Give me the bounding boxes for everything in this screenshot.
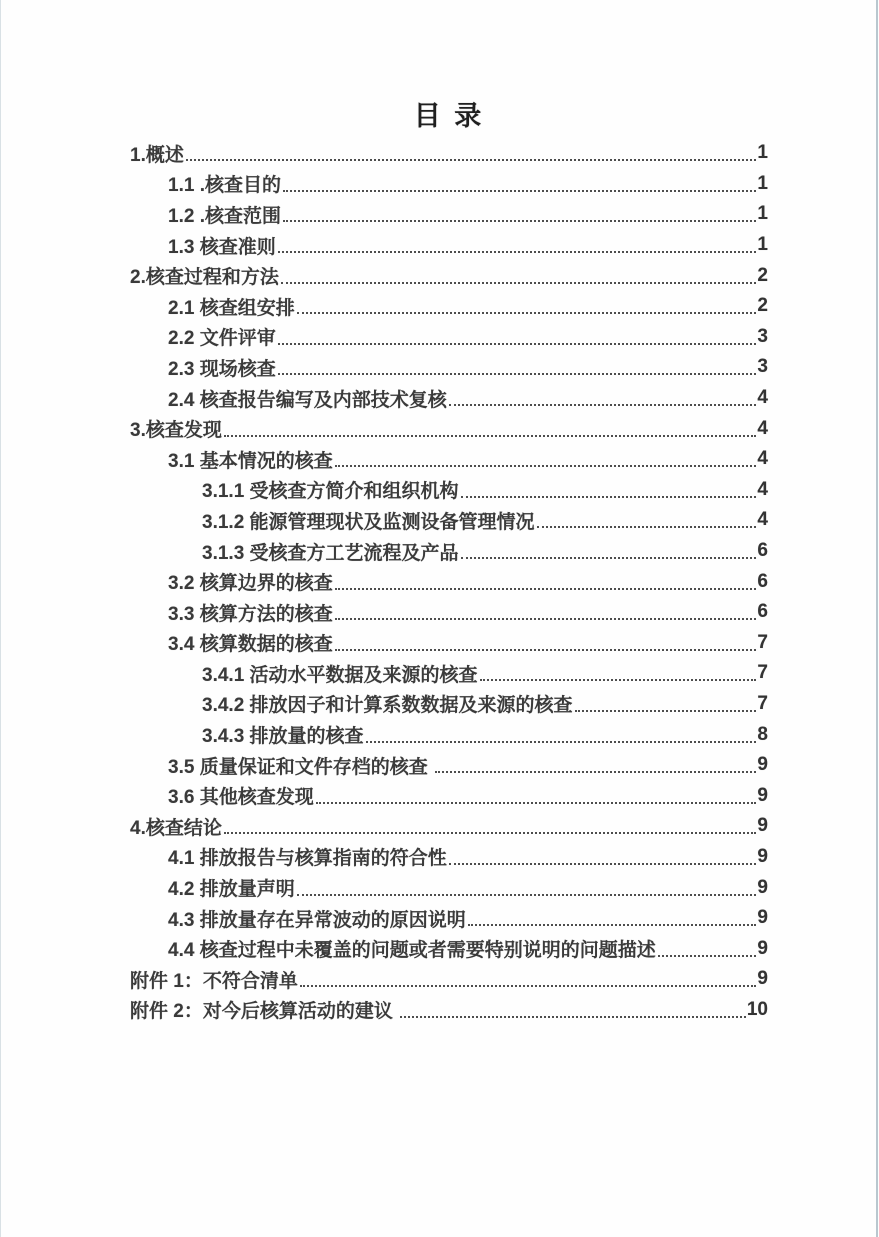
toc-entry [130, 138, 768, 169]
toc-entry-label: 3.1 基本情况的核查 [168, 450, 333, 472]
toc-entry [130, 444, 768, 475]
toc-entry [130, 322, 768, 353]
toc-entry [130, 352, 768, 383]
toc-entry-page: 7 [757, 662, 768, 684]
toc-entry-label: 3.1.3 受核查方工艺流程及产品 [202, 542, 459, 564]
toc-leader-dots [186, 159, 757, 161]
toc-leader-dots [335, 618, 757, 620]
toc-entry-label: 附件 1：不符合清单 [130, 970, 298, 992]
toc-entry-page: 4 [757, 387, 768, 409]
toc-entry-page: 4 [757, 448, 768, 470]
toc-entry-label: 2.3 现场核查 [168, 358, 276, 380]
toc-entry-label: 4.1 排放报告与核算指南的符合性 [168, 848, 447, 870]
toc-leader-dots [281, 282, 757, 284]
toc-leader-dots [468, 924, 757, 926]
toc-entry [130, 689, 768, 720]
toc-entry-label: 3.1.1 受核查方简介和组织机构 [202, 481, 459, 503]
toc-leader-dots [461, 557, 757, 559]
toc-entry [130, 811, 768, 842]
toc-entry-page: 3 [757, 356, 768, 378]
toc-entry [130, 475, 768, 506]
toc-list [130, 138, 768, 1025]
toc-entry-page: 1 [757, 172, 768, 194]
toc-entry-page: 3 [757, 325, 768, 347]
toc-leader-dots [297, 894, 757, 896]
toc-leader-dots [335, 588, 757, 590]
toc-leader-dots [224, 832, 757, 834]
toc-entry-label: 3.4 核算数据的核查 [168, 634, 333, 656]
toc-entry-label: 3.1.2 能源管理现状及监测设备管理情况 [202, 511, 535, 533]
toc-entry [130, 597, 768, 628]
toc-entry-page: 9 [757, 968, 768, 990]
toc-entry [130, 995, 768, 1026]
toc-entry-page: 1 [757, 234, 768, 256]
toc-entry-label: 1.3 核查准则 [168, 236, 276, 258]
toc-entry-page: 9 [757, 754, 768, 776]
toc-leader-dots [366, 741, 757, 743]
toc-entry-label: 4.4 核查过程中未覆盖的问题或者需要特别说明的问题描述 [168, 940, 656, 962]
toc-entry-page: 9 [757, 907, 768, 929]
toc-entry-label: 3.4.1 活动水平数据及来源的核查 [202, 664, 478, 686]
toc-entry-label: 1.2 .核查范围 [168, 205, 281, 227]
toc-leader-dots [658, 955, 757, 957]
toc-leader-dots [449, 404, 757, 406]
toc-leader-dots [575, 710, 757, 712]
toc-entry-page: 6 [757, 601, 768, 623]
page-title: 目 录 [413, 101, 485, 131]
toc-leader-dots [537, 526, 757, 528]
page-edge-right [876, 0, 878, 1237]
toc-entry [130, 780, 768, 811]
toc-leader-dots [283, 190, 756, 192]
toc-leader-dots [224, 435, 757, 437]
toc-entry [130, 964, 768, 995]
toc-entry-label: 3.4.2 排放因子和计算系数数据及来源的核查 [202, 695, 573, 717]
toc-entry-page: 10 [746, 998, 768, 1020]
toc-entry-page: 4 [757, 417, 768, 439]
toc-leader-dots [461, 496, 757, 498]
toc-leader-dots [480, 679, 757, 681]
toc-leader-dots [400, 1016, 746, 1018]
toc-entry-page: 6 [757, 540, 768, 562]
toc-entry-page: 2 [757, 295, 768, 317]
toc-leader-dots [316, 802, 757, 804]
toc-entry-label: 3.核查发现 [130, 420, 222, 442]
toc-entry-label: 4.2 排放量声明 [168, 879, 295, 901]
toc-entry-label: 2.2 文件评审 [168, 328, 276, 350]
toc-entry-label: 3.6 其他核查发现 [168, 787, 314, 809]
page-edge-left [0, 0, 1, 1237]
toc-leader-dots [278, 251, 757, 253]
toc-entry [130, 383, 768, 414]
toc-leader-dots [278, 343, 757, 345]
toc-entry-page: 9 [757, 784, 768, 806]
toc-entry-page: 8 [757, 723, 768, 745]
toc-entry-label: 4.核查结论 [130, 817, 222, 839]
toc-leader-dots [335, 649, 757, 651]
toc-leader-dots [278, 373, 757, 375]
toc-entry-page: 4 [757, 478, 768, 500]
toc-entry-page: 4 [757, 509, 768, 531]
toc-entry [130, 536, 768, 567]
toc-entry [130, 566, 768, 597]
toc-leader-dots [449, 863, 757, 865]
toc-entry-label: 3.5 质量保证和文件存档的核查 [168, 756, 433, 778]
toc-entry [130, 933, 768, 964]
toc-entry-label: 附件 2：对今后核算活动的建议 [130, 1001, 399, 1023]
toc-entry [130, 903, 768, 934]
toc-entry-page: 1 [757, 203, 768, 225]
toc-leader-dots [297, 312, 757, 314]
toc-entry-label: 2.核查过程和方法 [130, 267, 279, 289]
toc-leader-dots [283, 220, 756, 222]
toc-entry-label: 4.3 排放量存在异常波动的原因说明 [168, 909, 466, 931]
toc-entry [130, 199, 768, 230]
toc-entry-page: 7 [757, 692, 768, 714]
toc-entry [130, 230, 768, 261]
toc-entry-label: 1.概述 [130, 144, 184, 166]
toc-entry [130, 719, 768, 750]
toc-entry-page: 1 [757, 142, 768, 164]
toc-entry-page: 9 [757, 937, 768, 959]
toc-entry [130, 658, 768, 689]
toc-entry-label: 3.4.3 排放量的核查 [202, 726, 364, 748]
toc-entry-page: 6 [757, 570, 768, 592]
toc-entry [130, 291, 768, 322]
toc-entry-page: 2 [757, 264, 768, 286]
toc-entry-label: 3.3 核算方法的核查 [168, 603, 333, 625]
toc-entry-page: 9 [757, 876, 768, 898]
toc-entry [130, 842, 768, 873]
toc-entry [130, 505, 768, 536]
toc-entry [130, 260, 768, 291]
toc-entry [130, 169, 768, 200]
toc-leader-dots [435, 771, 756, 773]
toc-entry-page: 7 [757, 631, 768, 653]
toc-entry [130, 872, 768, 903]
toc-leader-dots [335, 465, 757, 467]
toc-entry-label: 2.4 核查报告编写及内部技术复核 [168, 389, 447, 411]
toc-entry-label: 1.1 .核查目的 [168, 175, 281, 197]
toc-entry [130, 413, 768, 444]
toc-entry [130, 628, 768, 659]
toc-entry-page: 9 [757, 815, 768, 837]
toc-leader-dots [300, 985, 757, 987]
toc-entry-label: 3.2 核算边界的核查 [168, 573, 333, 595]
toc-entry-page: 9 [757, 845, 768, 867]
toc-entry-label: 2.1 核查组安排 [168, 297, 295, 319]
toc-entry [130, 750, 768, 781]
